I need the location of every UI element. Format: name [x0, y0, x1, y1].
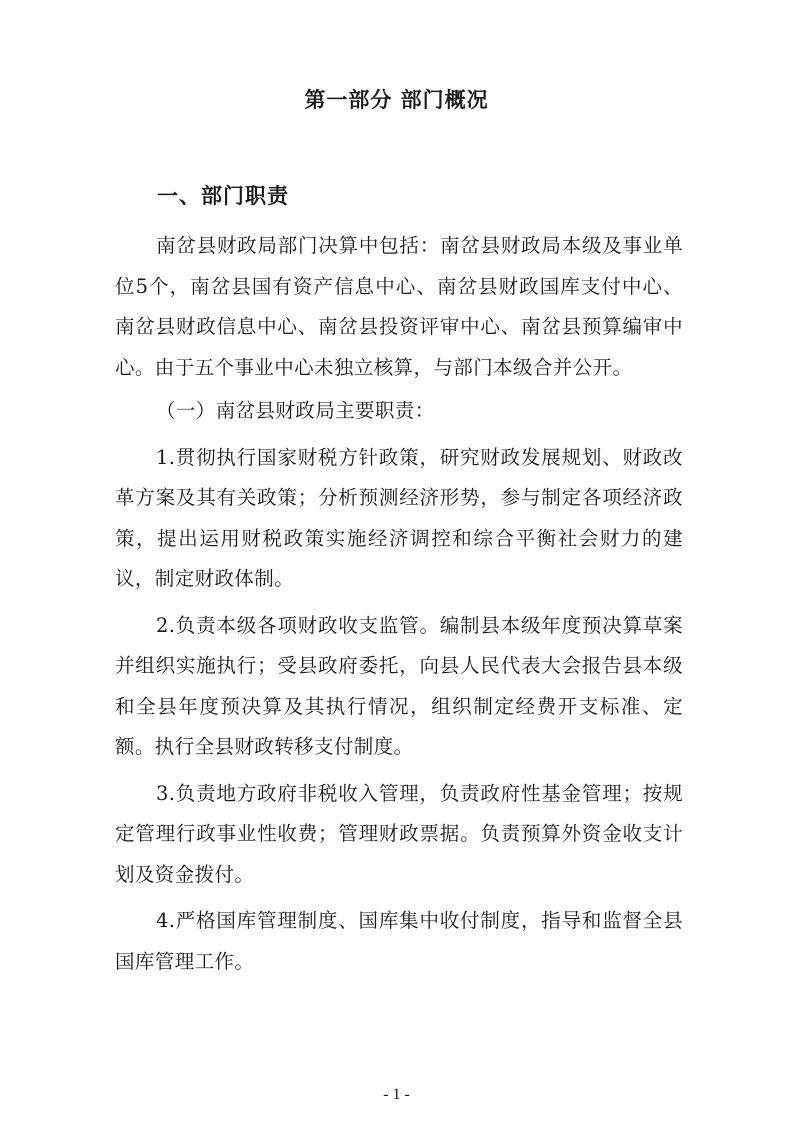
duty-item-3: 3.负责地方政府非税收入管理，负责政府性基金管理；按规定管理行政事业性收费；管理财政票据。负责预算外资金收支计划及资金拨付。	[115, 781, 683, 886]
page-number: - 1 -	[383, 1086, 410, 1103]
intro-paragraph: 南岔县财政局部门决算中包括：南岔县财政局本级及事业单位5个，南岔县国有资产信息中心、南岔县财政国库支付中心、南岔县财政信息中心、南岔县投资评审中心、南岔县预算编审中心。由于五个事业中心未独立核算，与部门本级合并公开。	[115, 234, 683, 379]
duty-item-2: 2.负责本级各项财政收支监管。编制县本级年度预决算草案并组织实施执行；受县政府委托，向县人民代表大会报告县本级和全县年度预决算及其执行情况，组织制定经费开支标准、定额。执行全县财政转移支付制度。	[115, 613, 683, 758]
section-heading: 一、部门职责	[157, 184, 289, 208]
page-title: 第一部分 部门概况	[304, 88, 489, 112]
duty-item-1: 1.贯彻执行国家财税方针政策，研究财政发展规划、财政改革方案及其有关政策；分析预测经济形势，参与制定各项经济政策，提出运用财税政策实施经济调控和综合平衡社会财力的建议，制定财政体制。	[115, 445, 683, 590]
document-body	[115, 226, 683, 982]
duty-item-4: 4.严格国库管理制度、国库集中收付制度，指导和监督全县国库管理工作。	[115, 909, 683, 973]
subsection-heading: （一）南岔县财政局主要职责：	[156, 399, 435, 422]
